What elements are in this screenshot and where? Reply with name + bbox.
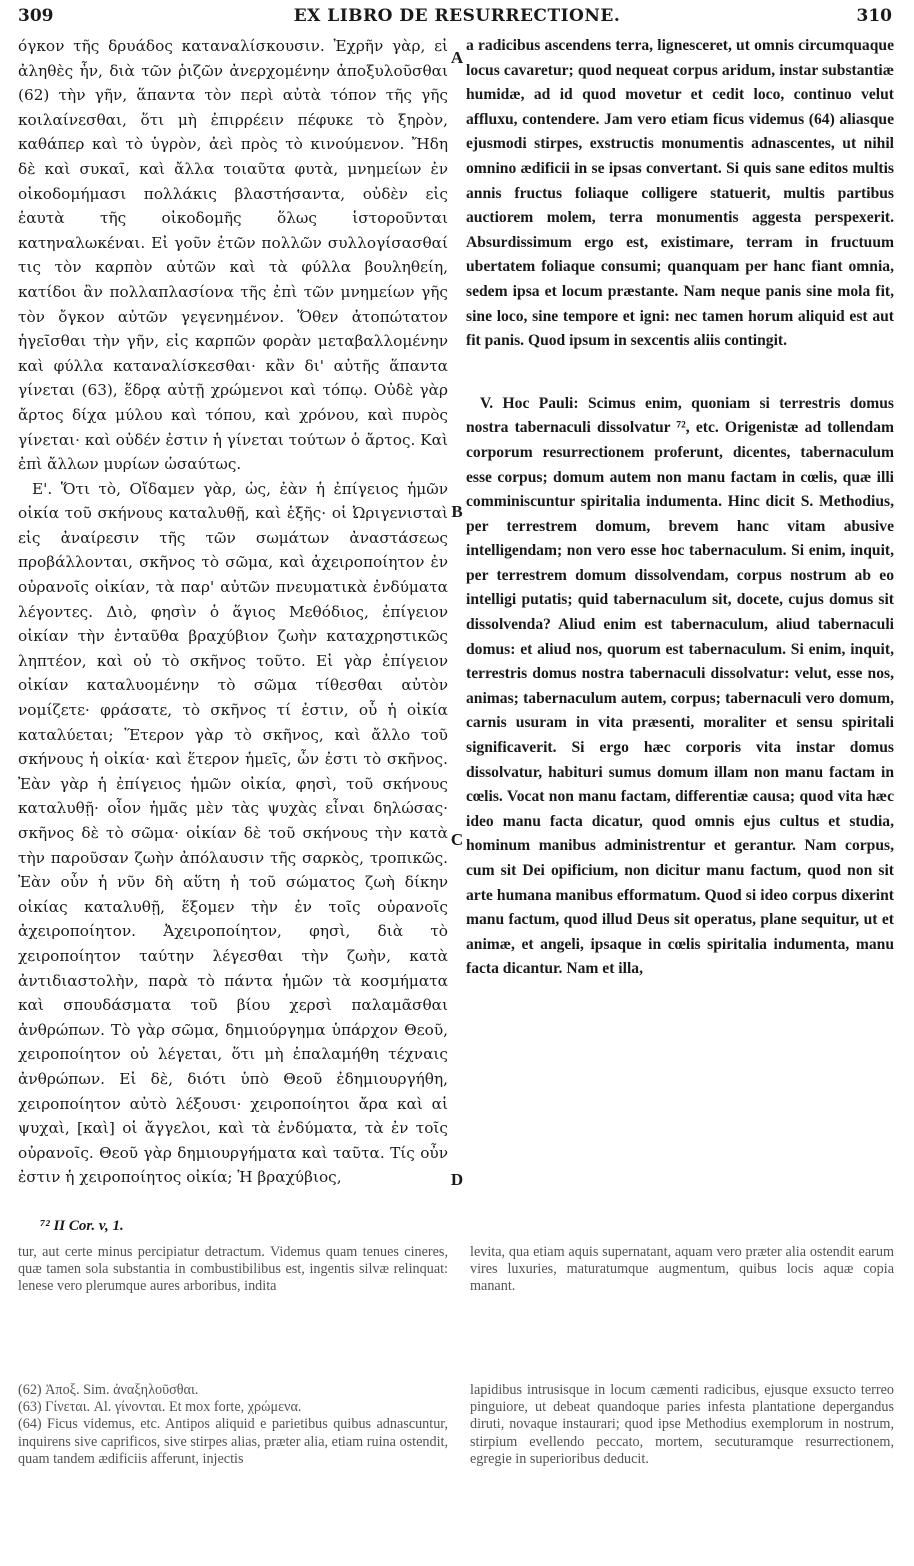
margin-marker: B [451,502,463,521]
paragraph-spacer [466,354,894,392]
footnote-right-notes [470,1382,894,1506]
greek-paragraph: Ε'. Ὅτι τὸ, Οἴδαμεν γὰρ, ὡς, ἐὰν ἡ ἐπίγειος ἡμῶν οἰκία τοῦ σκήνους καταλυθῇ, καὶ ἑξῆς· οἱ Ὠριγενισταὶ εἰς ἀναίρεσιν τῆς τῶν σωμάτων ἀναστάσεως προβάλλονται, σκῆνος τὸ σῶμα, καὶ ἀχειροποίητον ἐν οὐρανοῖς οἰκίαν, τὰ παρ' αὐτῶν πνευματικὰ ἐνδύματα λέγοντες. Διὸ, φησὶν ὁ ἅγιος Μεθόδιος, ἐπίγειον οἰκίαν τὴν ἐνταῦθα βραχύβιον ζωὴν καταχρηστικῶς ληπτέον, καὶ οὐ τὸ σκῆνος τοῦτο. Εἰ γὰρ ἐπίγειον οἰκίαν καταλυομένην τὸ σῶμα τίθεσθαι αὐτὸν νομίζετε· φράσατε, τὸ σκῆνος τί ἐστιν, οὗ ἡ οἰκία καταλύεται; Ἕτερον γὰρ τὸ σκῆνος, καὶ ἄλλο τοῦ σκήνους ἡ οἰκία· καὶ ἕτερον ἡμεῖς, ὧν ἐστι τὸ σκῆνος. Ἐὰν γὰρ ἡ ἐπίγειος ἡμῶν οἰκία, φησὶ, τοῦ σκήνους καταλυθῇ· οἷον ἡμᾶς μὲν τὰς ψυχὰς εἶναι δηλώσας· σκῆνος δὲ τὸ σῶμα· οἰκίαν δὲ τοῦ σκήνους τὴν κατὰ τὴν παροῦσαν ζωὴν ἀπόλαυσιν τῆς σαρκὸς, τροπικῶς. Ἐὰν οὖν ἡ νῦν δὴ αὕτη ἡ τοῦ σώματος ζωὴ δίκην οἰκίας καταλυθῇ, ἕξομεν τὴν ἐν τοῖς οὐρανοῖς ἀχειροποίητον. Ἀχειροποίητον, φησὶ, διὰ τὸ χειροποίητον ταύτην λέγεσθαι τὴν ζωὴν, κατὰ ἀντιδιαστολὴν, παρὰ τὸ πάντα ἡμῶν τὰ κοσμήματα καὶ σπουδάσματα τοῦ βίου χερσὶ παλαμᾶσθαι ἀνθρώπων. Τὸ γὰρ σῶμα, δημιούργημα ὑπάρχον Θεοῦ, χειροποίητον οὐ λέγεται, ὅτι μὴ ἐπαλαμήθη τέχναις ἀνθρώπων. Εἰ δὲ, διότι ὑπὸ Θεοῦ ἐδημιουργήθη, χειροποίητον αὐτὸ λέξουσι· χειροποίητοι ἄρα καὶ αἱ ψυχαὶ, [καὶ] οἱ ἄγγελοι, καὶ τὰ ἐνδύματα, τὰ ἐν τοῖς οὐρανοῖς. Θεοῦ γὰρ δημιουργήματα καὶ ταῦτα. Τίς οὖν ἐστιν ἡ χειροποίητος οἰκία; Ἡ βραχύβιος, [18,479,448,1187]
margin-marker: C [450,830,464,849]
footnote-entry: (64) Ficus videmus, etc. Antipos aliquid e parietibus quibus adnascuntur, inquirens sive caprificos, sive stirpes alias, præter alia, etiam ruina ostendit, quam tandem ædificiis afferunt, injectis [18,1416,448,1467]
footnote-text: tur, aut certe minus percipiatur detractum. Videmus quam tenues cineres, quæ tamen sola substantia in combustibilibus est, ingentis silvæ relinquat: lenese vero plerumque aures arboribus, indita [18,1244,448,1295]
latin-paragraph: a radicibus ascendens terra, lignesceret, ut omnis circumquaque locus cavaretur; quod nequeat corpus aridum, instar substantiæ humidæ, ad id quod movetur et cedit loco, continuo velut affluxu, contendere. Jam vero etiam ficus videmus (64) aliasque ejusmodi stirpes, exstructis monumentis adnascentes, ut nihil omnino ædificii in se ipsas convertant. Si quis sane editos multis annis fructus foliaque colligere statuerit, multis partibus auctiorem molem, terra monumentis aggesta perspexerit. Absurdissimum ergo est, existimare, terram in fructuum ubertatem foliaque consumi; quanquam per hanc fiant omnia, sedem ipsa et locum præstante. Nam neque panis sine mola fit, sine loco, sine tempore et igni: nec tamen horum aliquid est aut fit panis. Quod ipsum in sexcentis aliis contingit. [466,37,894,350]
footnote-latin-right [470,1244,894,1314]
running-title: EX LIBRO DE RESURRECTIONE. [293,6,621,26]
footnote-text: levita, qua etiam aquis supernatant, aquam vero præter alia ostendit earum vires luxuries, maturatumque augmentum, quibus locis aquæ copia manant. [470,1244,894,1295]
footnote-entry: (62) Ἀποξ. Sim. ἀναξηλοῦσθαι. [18,1382,199,1398]
greek-paragraph: όγκον τῆς δρυάδος καταναλίσκουσιν. Ἐχρῆν γὰρ, εἰ ἀληθὲς ἦν, διὰ τῶν ῥιζῶν ἀνερχομένην ἀποξυλοῦσθαι (62) τὴν γῆν, ἅπαντα τὸν περὶ αὐτὰ τόπον τῆς γῆς κοιλαίνεσθαι, ὅτι μὴ ἐπιρρέειν πέφυκε τὸ ξηρὸν, καθάπερ καὶ τὸ ὑγρὸν, ἀεὶ πρὸς τὸ κινούμενον. Ἤδη δὲ καὶ συκαῖ, καὶ ἄλλα τοιαῦτα φυτὰ, μνημείων ἐν οἰκοδομήμασι πολλάκις βλαστήσαντα, οὐδὲν εἰς ἑαυτὰ τῆς οἰκοδομῆς ὅλως ἱστοροῦνται κατηναλωκέναι. Εἰ γοῦν ἐτῶν πολλῶν συλλογίσασθαί τις τὸν καρπὸν αὐτῶν καὶ τὰ φύλλα βουληθείη, κατίδοι ἂν πολλαπλασίονα τῆς ἐπὶ τῶν μνημείων γῆς τὸν ὄγκον αὐτῶν γεγενημένον. Ὅθεν ἀτοπώτατον ἡγεῖσθαι τὴν γῆν, εἰς καρπῶν φορὰν μεταβαλλομένην καὶ φύλλα καταναλίσκεσθαι· κἂν δι' αὐτῆς ἅπαντα γίνεται (63), ἕδρᾳ αὐτῇ χρώμενοι καὶ τόπῳ. Οὐδὲ γὰρ ἄρτος δίχα μύλου καὶ τόπου, καὶ χρόνου, καὶ πυρὸς γίνεται· καὶ οὐδέν ἐστιν ἡ γίνεται τούτων ὁ ἄρτος. Καὶ ἐπὶ ἄλλων μυρίων ὡσαύτως. [18,37,448,474]
page-number-right: 310 [856,6,892,26]
footnote-greek-notes [18,1382,448,1506]
latin-text-column [466,34,894,1194]
footnote-text: lapidibus intrusisque in locum cæmenti radicibus, ejusque exsucto terreo pinguiore, ut debeat quandoque paries infesta plantatione depergandus diruti, novaque instaurari; quod ipse Methodius exemplorum in nostrum, stirpium evellendo peccato, mortem, secuturamque resurrectionem, egregie in superioribus deducit. [470,1382,894,1467]
margin-marker: A [450,48,464,67]
scripture-reference: ⁷² II Cor. v, 1. [40,1218,124,1234]
footnote-latin-left [18,1244,448,1334]
greek-text-column [18,34,448,1194]
page-number-left: 309 [18,6,54,26]
latin-paragraph: V. Hoc Pauli: Scimus enim, quoniam si terrestris domus nostra tabernaculi dissolvatur ⁷², etc. Origenistæ ad tollendam corporum resurrectionem proferunt, dicentes, tabernaculum esse corpus; domum autem non manu factam in cœlis, quæ illi comminiscuntur spiritalia indumenta. Hinc dicit S. Methodius, per terrestrem domum, brevem hanc vitam abusive intelligendam; non vero esse hoc tabernaculum. Si enim, inquit, per terrestrem domum dissolvendam, corpus nostrum ab eo intelligi putatis; quid tabernaculum sit, docete, cujus domus sit dissolvenda? Aliud enim est tabernaculum, aliud tabernaculi domus: et aliud nos, quorum est tabernaculum. Si enim, inquit, terrestris domus nostra tabernaculi dissolvatur: velut, esse nos, animas; tabernaculum autem, corpus; tabernaculi vero domum, carnis usuram in vita præsenti, moraliter et sensu spiritali significaverit. Si ergo hæc corporis vita instar domus dissolvatur, habituri sumus domum illam non manu factam in cœlis. Vocat non manu factam, differentiæ causa; quod vita hæc ideo manu facta dicatur, quod omnis ejus cultus et studia, hominum manibus administrentur et gerantur. Nam corpus, cum sit Dei opificium, non dicitur manu factum, quod non sit arte humana manibus efformatum. Quod si ideo corpus dixerint manu factum, quod illud Deus sit operatus, plane sequitur, ut et animæ, et angeli, ipsaque in cœlis spiritalia indumenta, manu facta dicantur. Nam et illa, [466,394,894,978]
footnote-entry: (63) Γίνεται. Al. γίνονται. Et mox forte, χρώμενα. [18,1399,302,1416]
margin-marker: D [450,1170,464,1189]
